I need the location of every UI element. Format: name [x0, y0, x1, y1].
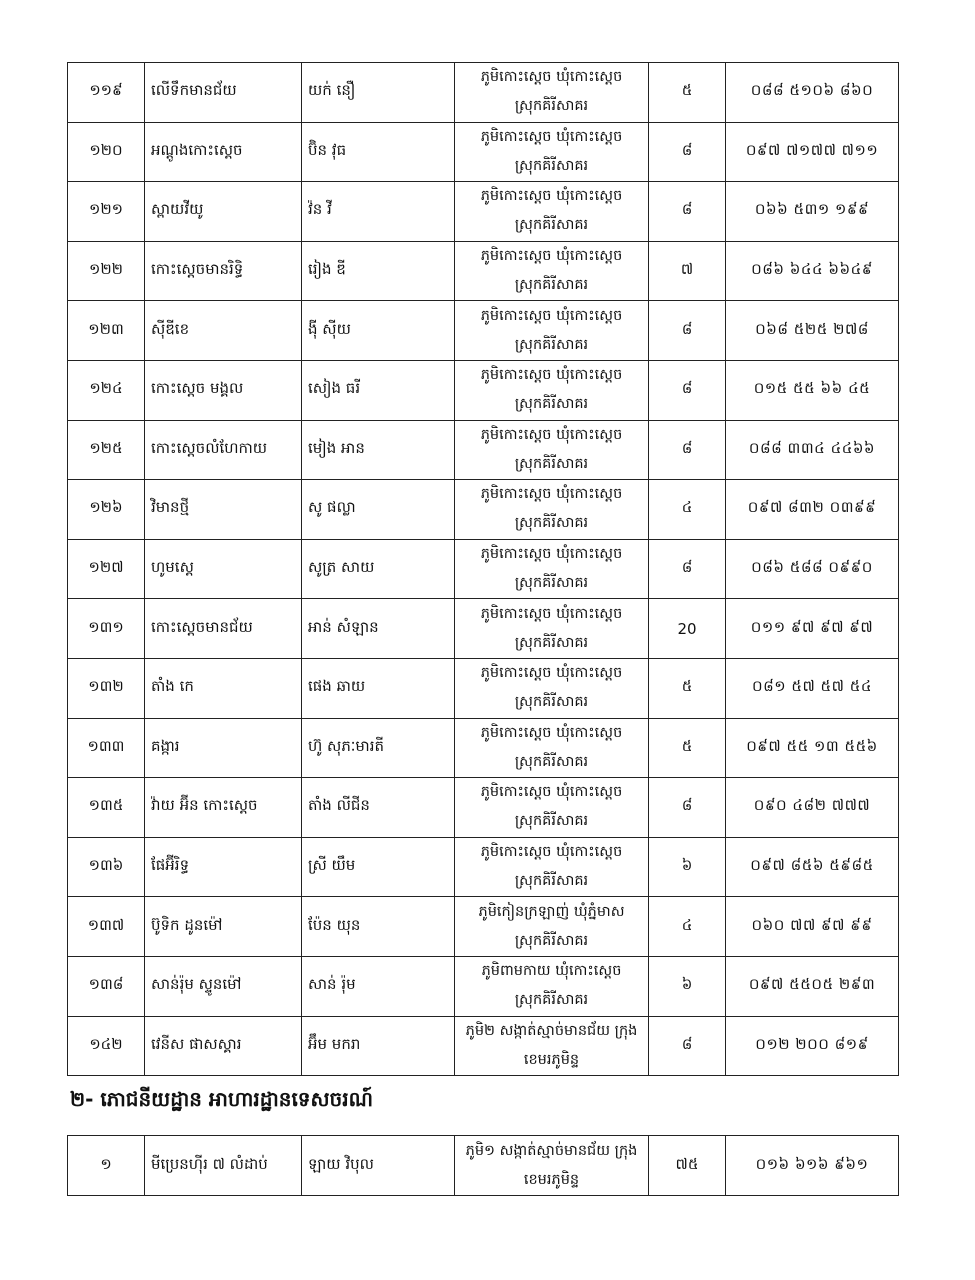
owner-name: អ៊ឹម មករា: [302, 1016, 455, 1076]
phone-number: ០៨៦ ៦៤៤ ៦៦៤៩: [726, 241, 899, 301]
phone-number: ០១៥ ៥៥ ៦៦ ៤៥: [726, 360, 899, 420]
business-name: វិមានថ្មី: [145, 480, 302, 540]
room-count: ៨: [649, 182, 726, 242]
phone-number: ០៨៨ ៥១០៦ ៨៦០: [726, 63, 899, 123]
table-row: [68, 1136, 899, 1196]
phone-number: ០១២ ២០០ ៨១៩: [726, 1016, 899, 1076]
address: [455, 1016, 649, 1076]
phone-number: ០៩៧ ៥៥ ១៣ ៥៥៦: [726, 718, 899, 778]
room-count: ៧: [649, 241, 726, 301]
row-number: ១២២: [68, 241, 145, 301]
row-number: ១២៦: [68, 480, 145, 540]
address-line: ស្រុកគិរីសាគរ: [514, 932, 589, 949]
business-name: ស្ពាយវីយូ: [145, 182, 302, 242]
business-name: ផែអ៊ីរិទ្ធ: [145, 837, 302, 897]
owner-name: ស្រី យឹម: [302, 837, 455, 897]
address-line: ភូមិកៀនក្រឡាញ់ ឃុំភ្នំមាស: [478, 903, 625, 920]
guesthouse-table: [67, 62, 899, 1076]
address-line: ភូមិកោះស្តេច ឃុំកោះស្តេច: [480, 724, 623, 741]
row-number: ១៣៨: [68, 956, 145, 1016]
address-line: ភូមិកោះស្តេច ឃុំកោះស្តេច: [480, 188, 623, 205]
row-number: ១៣៧: [68, 897, 145, 957]
restaurant-table: [67, 1135, 899, 1196]
row-number: ១៣៣: [68, 718, 145, 778]
address-line: ស្រុកគិរីសាគរ: [514, 694, 589, 711]
room-count: ៨: [649, 420, 726, 480]
row-number: ១២០: [68, 122, 145, 182]
address: [455, 63, 649, 123]
address: [455, 241, 649, 301]
row-number: ១២១: [68, 182, 145, 242]
table-row: [68, 778, 899, 838]
owner-name: សៀង ធរី: [302, 360, 455, 420]
phone-number: ០៦៦ ៥៣១ ១៩៩: [726, 182, 899, 242]
phone-number: ០៨៨ ៣៣៤ ៤៤៦៦: [726, 420, 899, 480]
address-line: ស្រុកគិរីសាគរ: [514, 336, 589, 353]
address-line: ស្រុកគិរីសាគរ: [514, 634, 589, 651]
address-line: ភូមិកោះស្តេច ឃុំកោះស្តេច: [480, 69, 623, 86]
phone-number: ០៩០ ៤៨២ ៧៧៧: [726, 778, 899, 838]
address-line: ស្រុកគិរីសាគរ: [514, 873, 589, 890]
address-line: ស្រុកគិរីសាគរ: [514, 515, 589, 532]
address: [455, 301, 649, 361]
address: [455, 658, 649, 718]
address: [455, 718, 649, 778]
owner-name: ប៉ែន យុន: [302, 897, 455, 957]
address-line: ភូមិកោះស្តេច ឃុំកោះស្តេច: [480, 128, 623, 145]
address-line: ភូមិកោះស្តេច ឃុំកោះស្តេច: [480, 665, 623, 682]
row-number: ១២៤: [68, 360, 145, 420]
room-count: ៤: [649, 480, 726, 540]
business-name: គង្ការ: [145, 718, 302, 778]
room-count: ៦: [649, 956, 726, 1016]
room-count: ៨: [649, 122, 726, 182]
address: [455, 420, 649, 480]
address: [455, 599, 649, 659]
room-count: ៥: [649, 718, 726, 778]
address-line: ស្រុកគិរីសាគរ: [514, 157, 589, 174]
address-line: ស្រុកគិរីសាគរ: [514, 575, 589, 592]
table-row: [68, 897, 899, 957]
row-number: ១៣៥: [68, 778, 145, 838]
owner-name: អាន់ សំឡាន: [302, 599, 455, 659]
address: [455, 360, 649, 420]
address: [455, 897, 649, 957]
address: [455, 182, 649, 242]
owner-name: វ៉ន វី: [302, 182, 455, 242]
row-number: ១៣១: [68, 599, 145, 659]
address-line: ស្រុកគិរីសាគរ: [514, 813, 589, 830]
address-line: ស្រុកគិរីសាគរ: [514, 992, 589, 1009]
table-row: [68, 718, 899, 778]
room-count: 20: [649, 599, 726, 659]
owner-name: សូ ផល្លា: [302, 480, 455, 540]
owner-name: រៀង ឌី: [302, 241, 455, 301]
phone-number: ០៩៧ ៥៥០៥ ២៩៣: [726, 956, 899, 1016]
address-line: ស្រុកគិរីសាគរ: [514, 753, 589, 770]
row-number: ១: [68, 1136, 145, 1196]
owner-name: មៀង អាន: [302, 420, 455, 480]
address: [455, 122, 649, 182]
business-name: វ៉ាយ អ៊ីន កោះស្តេច: [145, 778, 302, 838]
row-number: ១២៥: [68, 420, 145, 480]
address-line: ភូមិកោះស្តេច ឃុំកោះស្តេច: [480, 307, 623, 324]
address-line: ភូមិកោះស្តេច ឃុំកោះស្តេច: [480, 248, 623, 265]
business-name: ប៊ូទិក ដូនម៉ៅ: [145, 897, 302, 957]
business-name: តាំង កេ: [145, 658, 302, 718]
address: [455, 1136, 649, 1196]
owner-name: សូត្រ សាយ: [302, 539, 455, 599]
room-count: ៨: [649, 360, 726, 420]
row-number: ១១៩: [68, 63, 145, 123]
phone-number: ០១១ ៩៧ ៩៧ ៩៧: [726, 599, 899, 659]
table-row: [68, 241, 899, 301]
address-line: ភូមិ២ សង្កាត់ស្មាច់មានជ័យ ក្រុង: [465, 1022, 638, 1039]
address-line: ខេមរភូមិន្ទ: [523, 1051, 580, 1068]
business-name: កោះស្តេចលំហែកាយ: [145, 420, 302, 480]
table-row: [68, 301, 899, 361]
room-count: ៥: [649, 658, 726, 718]
phone-number: ០៨៦ ៥៨៨ ០៩៩០: [726, 539, 899, 599]
address-line: ស្រុកគិរីសាគរ: [514, 98, 589, 115]
business-name: កោះស្តេចមានរិទ្ធិ: [145, 241, 302, 301]
owner-name: ង៉ី ស៊ីយ: [302, 301, 455, 361]
table-row: [68, 599, 899, 659]
address-line: ភូមិកោះស្តេច ឃុំកោះស្តេច: [480, 844, 623, 861]
table-row: [68, 956, 899, 1016]
address-line: ស្រុកគិរីសាគរ: [514, 396, 589, 413]
address-line: ភូមិកោះស្តេច ឃុំកោះស្តេច: [480, 546, 623, 563]
room-count: ៨: [649, 1016, 726, 1076]
address: [455, 778, 649, 838]
address-line: ភូមិកោះស្តេច ឃុំកោះស្តេច: [480, 426, 623, 443]
owner-name: តាំង លីជីន: [302, 778, 455, 838]
table-row: [68, 63, 899, 123]
room-count: ៨: [649, 539, 726, 599]
business-name: លើទឹកមានជ័យ: [145, 63, 302, 123]
phone-number: ០៩៧ ៧១៧៧ ៧១១: [726, 122, 899, 182]
table-row: [68, 360, 899, 420]
table-row: [68, 837, 899, 897]
address-line: ស្រុកគិរីសាគរ: [514, 217, 589, 234]
room-count: ៦: [649, 837, 726, 897]
table-row: [68, 182, 899, 242]
address: [455, 837, 649, 897]
owner-name: ប៊ិន វុធ: [302, 122, 455, 182]
row-number: ១៣៦: [68, 837, 145, 897]
business-name: វេនីស ផាសស្គារ: [145, 1016, 302, 1076]
room-count: ៨: [649, 778, 726, 838]
owner-name: ផេង ឆាយ: [302, 658, 455, 718]
phone-number: ០១៦ ៦១៦ ៩៦១: [726, 1136, 899, 1196]
table-row: [68, 480, 899, 540]
address: [455, 539, 649, 599]
address-line: ស្រុកគិរីសាគរ: [514, 277, 589, 294]
address-line: ភូមិកោះស្តេច ឃុំកោះស្តេច: [480, 605, 623, 622]
room-count: ៤: [649, 897, 726, 957]
address-line: ភូមិ១ សង្កាត់ស្មាច់មានជ័យ ក្រុង: [465, 1142, 638, 1159]
owner-name: ឡាយ វិបុល: [302, 1136, 455, 1196]
business-name: កោះស្តេច មង្គល: [145, 360, 302, 420]
address: [455, 956, 649, 1016]
owner-name: យក់ នឿ: [302, 63, 455, 123]
room-count: ៨: [649, 301, 726, 361]
owner-name: សាន់ រ៉ុម: [302, 956, 455, 1016]
phone-number: ០៦០ ៧៧ ៩៧ ៩៩: [726, 897, 899, 957]
address-line: ភូមិពាមកាយ ឃុំកោះស្តេច: [481, 963, 622, 980]
business-name: ស៊ីឌីខេ: [145, 301, 302, 361]
address-line: ភូមិកោះស្តេច ឃុំកោះស្តេច: [480, 784, 623, 801]
room-count: ៥: [649, 63, 726, 123]
table-row: [68, 658, 899, 718]
section-heading: ២- ភោជនីយដ្ឋាន អាហារដ្ឋានទេសចរណ៍: [70, 1087, 373, 1111]
business-name: មីប្រេនហ៊ីរ ៧ លំដាប់: [145, 1136, 302, 1196]
phone-number: ០៨១ ៥៧ ៥៧ ៥៤: [726, 658, 899, 718]
business-name: ហូមស្តេ: [145, 539, 302, 599]
table-row: [68, 122, 899, 182]
owner-name: ហ៊ូ សុភៈមារតី: [302, 718, 455, 778]
table-row: [68, 1016, 899, 1076]
row-number: ១២៣: [68, 301, 145, 361]
table-row: [68, 539, 899, 599]
address: [455, 480, 649, 540]
address-line: ភូមិកោះស្តេច ឃុំកោះស្តេច: [480, 367, 623, 384]
address-line: ខេមរភូមិន្ទ: [523, 1171, 580, 1188]
table-row: [68, 420, 899, 480]
room-count: ៧៥: [649, 1136, 726, 1196]
address-line: ភូមិកោះស្តេច ឃុំកោះស្តេច: [480, 486, 623, 503]
address-line: ស្រុកគិរីសាគរ: [514, 455, 589, 472]
business-name: អណ្តូងកោះស្តេច: [145, 122, 302, 182]
phone-number: ០៦៨ ៥២៥ ២៧៨: [726, 301, 899, 361]
row-number: ១៤២: [68, 1016, 145, 1076]
phone-number: ០៩៧ ៨៣២ ០៣៩៩: [726, 480, 899, 540]
phone-number: ០៩៧ ៨៥៦ ៥៩៨៥: [726, 837, 899, 897]
business-name: កោះស្តេចមានជ័យ: [145, 599, 302, 659]
row-number: ១៣២: [68, 658, 145, 718]
row-number: ១២៧: [68, 539, 145, 599]
business-name: សាន់រ៉ុម ស្ទូនម៉ៅ: [145, 956, 302, 1016]
